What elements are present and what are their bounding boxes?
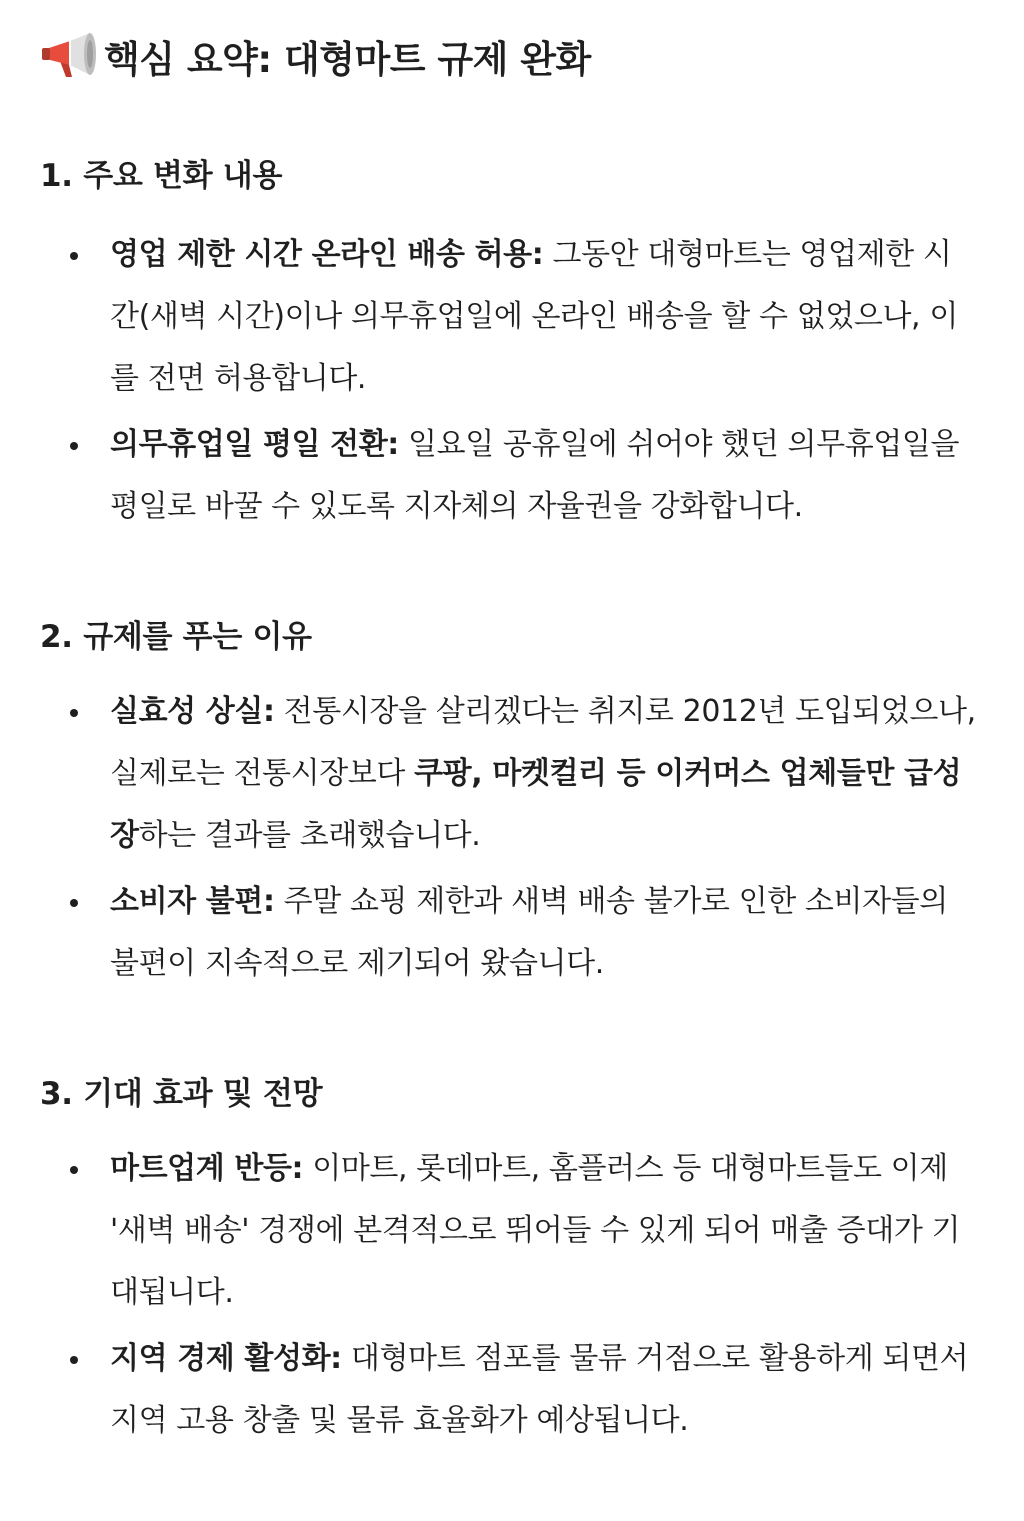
- bullet-list: [40, 681, 984, 995]
- item-text: 대형마트 점포를 물류 거점으로 활용하게 되면서 지역 고용 창출 및 물류 효율화가 예상됩니다.: [110, 1341, 969, 1438]
- bullet-icon: [70, 709, 78, 717]
- bullet-list: [40, 224, 984, 538]
- bullet-icon: [70, 252, 78, 260]
- item-label: 지역 경제 활성화:: [110, 1341, 342, 1376]
- item-text: 이마트, 롯데마트, 홈플러스 등 대형마트들도 이제 '새벽 배송' 경쟁에 본격적으로 뛰어들 수 있게 되어 매출 증대가 기대됩니다.: [110, 1151, 961, 1310]
- list-item: [40, 681, 980, 867]
- item-label: 의무휴업일 평일 전환:: [110, 427, 399, 462]
- section-heading: 3. 기대 효과 및 전망: [40, 1076, 323, 1112]
- list-item: [40, 224, 980, 410]
- bullet-icon: [70, 1356, 78, 1364]
- bullet-icon: [70, 1166, 78, 1174]
- item-text: 그동안 대형마트는 영업제한 시간(새벽 시간)이나 의무휴업일에 온라인 배송을 할 수 없었으나, 이를 전면 허용합니다.: [110, 237, 958, 396]
- bullet-list: [40, 1138, 984, 1452]
- item-text: 하는 결과를 초래했습니다.: [138, 818, 481, 853]
- section-heading: 2. 규제를 푸는 이유: [40, 619, 312, 655]
- section-heading: 1. 주요 변화 내용: [40, 158, 283, 194]
- title-row: [40, 24, 984, 88]
- page-title: 핵심 요약: 대형마트 규제 완화: [104, 38, 591, 81]
- list-item: [40, 1328, 980, 1452]
- item-label: 영업 제한 시간 온라인 배송 허용:: [110, 237, 544, 272]
- item-text: 전통시장을 살리겠다는 취지로 2012년 도입되었으나, 실제로는 전통시장보다: [110, 694, 976, 791]
- item-text: 주말 쇼핑 제한과 새벽 배송 불가로 인한 소비자들의 불편이 지속적으로 제기되어 왔습니다.: [110, 884, 948, 981]
- list-item: [40, 414, 980, 538]
- item-label: 실효성 상실:: [110, 694, 275, 729]
- section-reasons: [40, 617, 984, 995]
- section-main-changes: [40, 156, 984, 538]
- item-text: 일요일 공휴일에 쉬어야 했던 의무휴업일을 평일로 바꿀 수 있도록 지자체의 자율권을 강화합니다.: [110, 427, 960, 524]
- item-label: 마트업계 반등:: [110, 1151, 304, 1186]
- list-item: [40, 1138, 980, 1324]
- megaphone-icon: [40, 31, 98, 81]
- list-item: [40, 871, 980, 995]
- section-outlook: [40, 1074, 984, 1452]
- bullet-icon: [70, 899, 78, 907]
- bullet-icon: [70, 442, 78, 450]
- item-label: 소비자 불편:: [110, 884, 275, 919]
- item-emphasis: 쿠팡, 마켓컬리 등 이커머스 업체들만 급성장: [110, 756, 962, 853]
